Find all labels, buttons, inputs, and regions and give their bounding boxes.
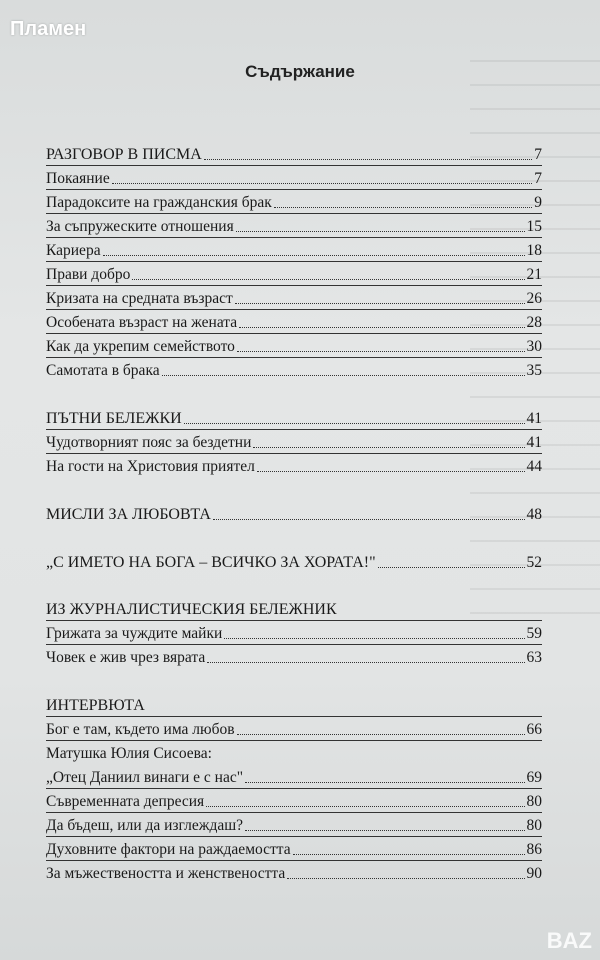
toc-leader [132, 279, 524, 280]
toc-entry-label: Бог е там, където има любов [46, 721, 235, 738]
toc-entry [46, 811, 542, 835]
toc-entry [46, 619, 542, 643]
toc-entry-label: Самотата в брака [46, 362, 160, 379]
toc-entry-page: 9 [534, 194, 542, 211]
toc-entry-label: Особената възраст на жената [46, 314, 238, 331]
toc-entry-label: Прави добро [46, 266, 131, 283]
toc-entry-page: 28 [526, 314, 542, 331]
toc-leader [204, 159, 532, 160]
toc-leader [245, 830, 524, 831]
toc-entry-label: ПЪТНИ БЕЛЕЖКИ [46, 410, 182, 427]
toc-entry [46, 835, 542, 859]
toc-entry-label: Кризата на средната възраст [46, 290, 233, 307]
toc-entry-label: Съвременната депресия [46, 793, 205, 810]
toc-entry-page: 35 [526, 362, 542, 379]
toc-entry-page: 44 [526, 458, 542, 475]
toc-leader [235, 303, 525, 304]
watermark: Пламен [10, 18, 87, 40]
toc-entry-label: Човек е жив чрез вярата [46, 649, 206, 666]
page-title: Съдържание [245, 62, 355, 81]
toc-entry-page: 63 [526, 649, 542, 666]
toc-entry-page: 41 [526, 410, 542, 427]
toc-leader [213, 519, 525, 520]
toc-entry-label: РАЗГОВОР В ПИСМА [46, 146, 202, 163]
toc-leader [162, 375, 525, 376]
toc-leader [207, 662, 524, 663]
toc-leader [184, 423, 525, 424]
toc-entry [46, 859, 542, 883]
toc-entry-page: 7 [534, 146, 542, 163]
toc-entry-label: МИСЛИ ЗА ЛЮБОВТА [46, 506, 211, 523]
toc-entry-page: 52 [526, 554, 542, 571]
toc-entry-label: За мъжествеността и женствеността [46, 865, 286, 882]
toc-entry-page: 30 [526, 338, 542, 355]
toc-entry-page: 48 [526, 506, 542, 523]
toc-entry-label: „Отец Даниил винаги е с нас" [46, 769, 244, 786]
toc-entry-page: 69 [526, 769, 542, 786]
toc-leader [236, 231, 525, 232]
toc-entry [46, 428, 542, 452]
toc-entry-label: Грижата за чуждите майки [46, 625, 223, 642]
toc-entry-label: „С ИМЕТО НА БОГА – ВСИЧКО ЗА ХОРАТА!" [46, 554, 376, 571]
toc-entry-page: 59 [526, 625, 542, 642]
toc-entry-label: Да бъдеш, или да изглеждаш? [46, 817, 244, 834]
toc-leader [239, 327, 524, 328]
toc-entry-page: 41 [526, 434, 542, 451]
toc-entry-label: Духовните фактори на раждаемостта [46, 841, 291, 858]
toc-entry-page: 90 [526, 865, 542, 882]
toc-leader [112, 183, 533, 184]
toc-entry-label: Чудотворният пояс за бездетни [46, 434, 252, 451]
toc-leader [206, 806, 524, 807]
toc-entry [46, 404, 542, 428]
toc-entry [46, 140, 542, 164]
toc-entry [46, 188, 542, 212]
toc-entry [46, 332, 542, 356]
toc-entry-label: Покаяние [46, 170, 110, 187]
toc-entry-page: 80 [526, 793, 542, 810]
toc-entry [46, 500, 542, 524]
toc-entry-page: 86 [526, 841, 542, 858]
toc-leader [253, 447, 524, 448]
toc-entry [46, 284, 542, 308]
toc-entry [46, 643, 542, 667]
toc-entry-label: ИЗ ЖУРНАЛИСТИЧЕСКИЯ БЕЛЕЖНИК [46, 601, 337, 618]
toc-leader [257, 471, 525, 472]
toc-section-heading [46, 691, 542, 715]
toc-entry [46, 548, 542, 572]
toc-entry-label: Как да укрепим семейството [46, 338, 235, 355]
toc-entry [46, 260, 542, 284]
toc-entry-page: 18 [526, 242, 542, 259]
toc-entry [46, 308, 542, 332]
toc-entry-page: 7 [534, 170, 542, 187]
toc-section-heading [46, 595, 542, 619]
toc-leader [245, 782, 524, 783]
toc-leader [103, 255, 525, 256]
toc-leader [237, 351, 525, 352]
toc-entry-label: Парадоксите на гражданския брак [46, 194, 272, 211]
toc-entry-page: 15 [526, 218, 542, 235]
toc-leader [378, 567, 525, 568]
toc-leader [293, 854, 525, 855]
toc-entry [46, 452, 542, 476]
toc-entry [46, 236, 542, 260]
toc-leader [224, 638, 524, 639]
toc-leader [274, 207, 533, 208]
toc-entry [46, 787, 542, 811]
toc-entry-label: За съпружеските отношения [46, 218, 234, 235]
toc-entry-page: 80 [526, 817, 542, 834]
site-logo-badge: BAZ [546, 928, 592, 953]
toc-entry-page: 66 [526, 721, 542, 738]
toc-entry-label: На гости на Христовия приятел [46, 458, 255, 475]
toc-leader [287, 878, 524, 879]
toc-entry-label: ИНТЕРВЮТА [46, 697, 145, 714]
toc-entry [46, 356, 542, 380]
toc-entry-label: Матушка Юлия Сисоева: [46, 745, 212, 762]
toc-entry [46, 212, 542, 236]
toc-entry-label: Кариера [46, 242, 101, 259]
toc-leader [237, 734, 525, 735]
toc-entry [46, 715, 542, 739]
toc-entry-page: 26 [526, 290, 542, 307]
toc-entry [46, 164, 542, 188]
toc-entry-page: 21 [526, 266, 542, 283]
toc-entry [46, 739, 542, 763]
toc-entry [46, 763, 542, 787]
